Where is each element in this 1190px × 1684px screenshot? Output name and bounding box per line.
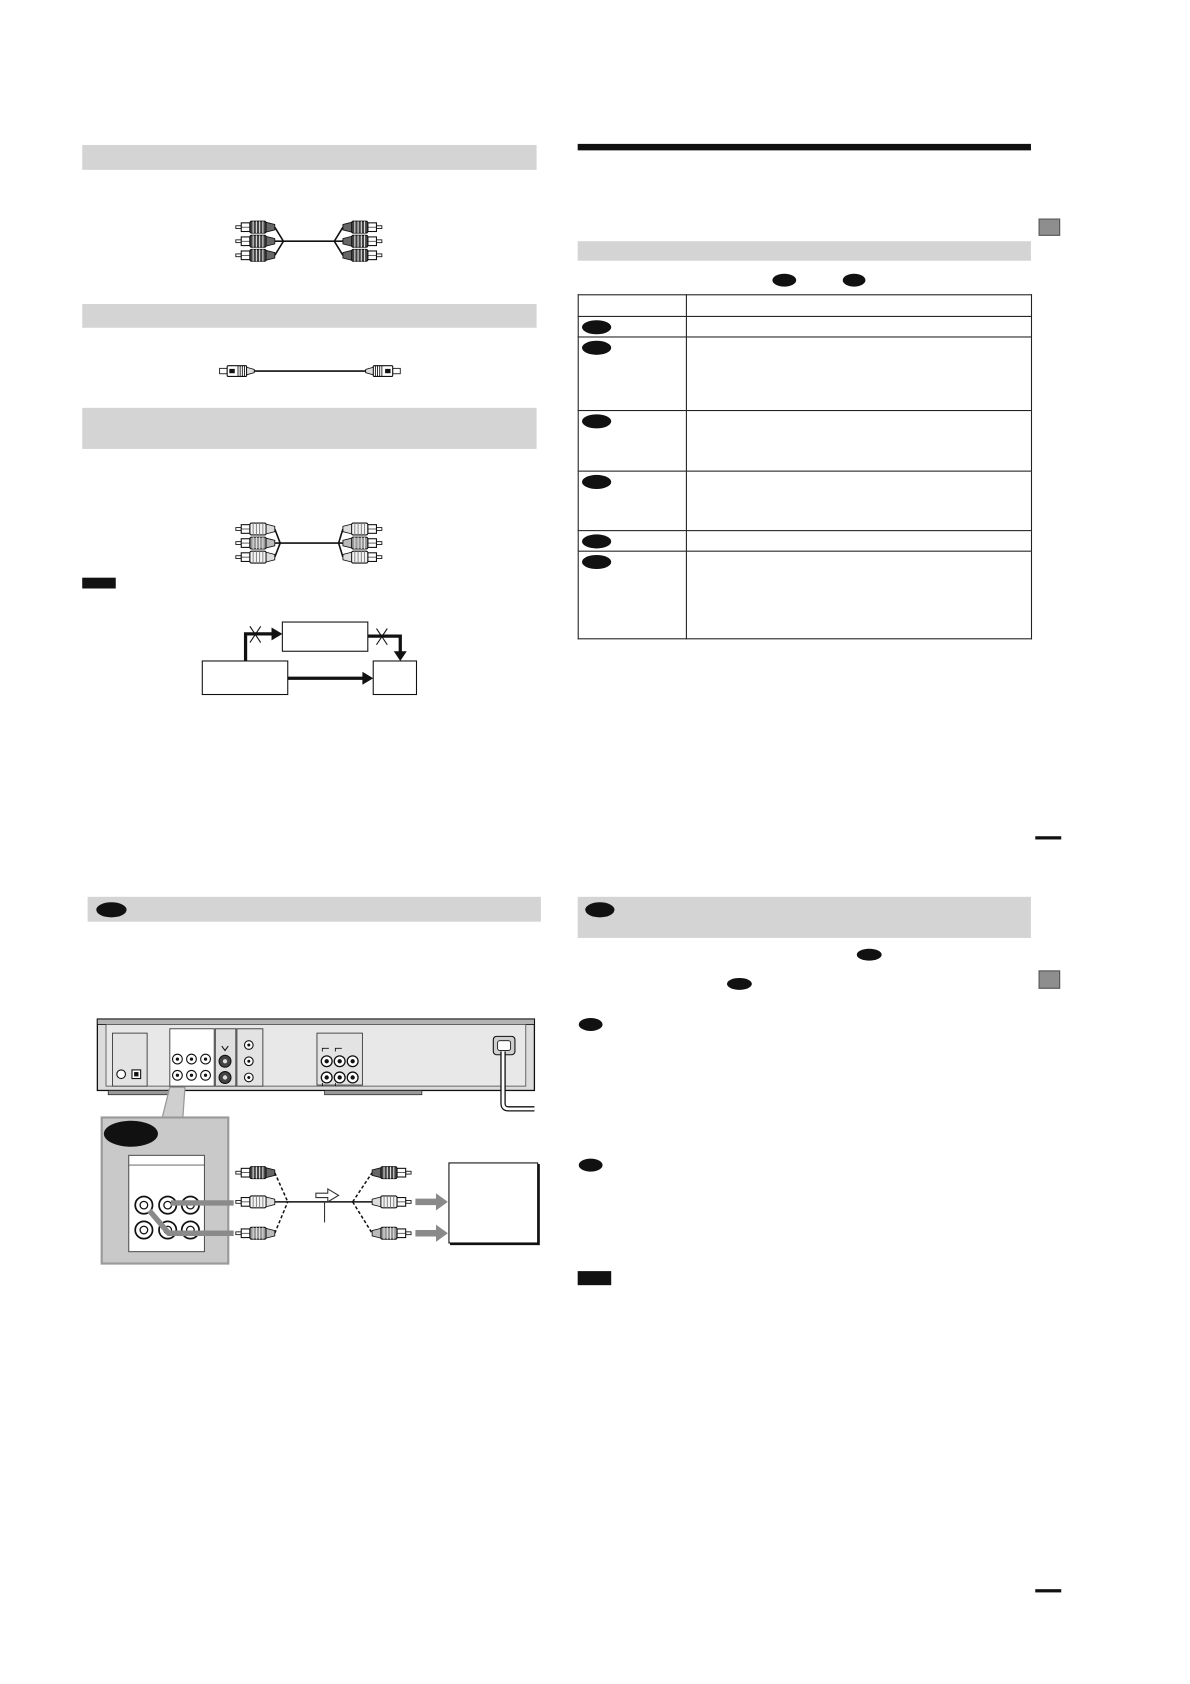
- disc-badge-icon: [772, 274, 796, 287]
- thumb-index-tab: [1039, 219, 1061, 236]
- disc-badge-icon: [582, 341, 611, 355]
- table-cell: [578, 411, 686, 472]
- table-row: [578, 471, 1031, 530]
- table-cell: [686, 531, 1031, 552]
- diagram-box-destination: [373, 661, 416, 695]
- table-cell: [686, 316, 1031, 337]
- disc-badge-icon: [582, 534, 611, 548]
- section-bar-disc-types: [578, 241, 1031, 260]
- rca-plug-icon: [343, 235, 382, 247]
- table-cell: [578, 531, 686, 552]
- section-bar-audio-connection: [578, 897, 1031, 938]
- s-video-plug-icon: [366, 366, 401, 377]
- table-cell: [578, 471, 686, 530]
- signal-direction-arrow-icon: [316, 1189, 339, 1223]
- audio-out-jacks: [317, 1033, 362, 1086]
- table-cell: [686, 551, 1031, 639]
- signal-flow-diagram: [202, 622, 416, 694]
- rca-plug-icon: [236, 1167, 275, 1179]
- section-bar-s-video: [82, 304, 536, 328]
- rca-plug-icon: [236, 1196, 275, 1208]
- disc-badge-icon: [727, 978, 752, 990]
- table-row: [578, 531, 1031, 552]
- disc-badge-icon: [582, 555, 611, 569]
- note-label-icon: [578, 1271, 612, 1285]
- rca-plug-icon: [372, 1196, 411, 1208]
- disc-badge-icon: [579, 1159, 603, 1172]
- power-cord: [503, 1052, 534, 1109]
- rca-plug-icon: [343, 221, 382, 233]
- rca-plug-icon: [236, 551, 275, 563]
- jack-callout: [102, 1087, 234, 1263]
- s-video-cable-icon: [220, 366, 401, 377]
- rca-plug-icon: [236, 1227, 275, 1239]
- rca-plug-icon: [236, 221, 275, 233]
- note-label-icon: [82, 578, 116, 589]
- disc-settings-table: [578, 294, 1032, 639]
- signal-flow-arrows: [415, 1193, 447, 1242]
- table-cell: [686, 337, 1031, 411]
- blocked-path-arrow: [246, 626, 407, 661]
- table-row: [578, 551, 1031, 639]
- table-header-row: [578, 295, 1031, 317]
- table-row: [578, 316, 1031, 337]
- power-inlet-icon: [493, 1036, 515, 1054]
- thumb-index-tab: [1039, 970, 1061, 988]
- section-bar-connection-step: [88, 897, 541, 922]
- audio-video-cable-icon: [236, 523, 382, 563]
- table-header-cell: [578, 295, 686, 317]
- component-video-out-jacks: [170, 1029, 214, 1086]
- disc-badge-icon: [96, 902, 126, 917]
- rca-plug-icon: [372, 1227, 411, 1239]
- disc-badge-icon: [585, 902, 614, 917]
- rca-plug-icon: [343, 537, 382, 549]
- rca-plug-icon: [236, 249, 275, 261]
- chapter-heading-rule: [578, 144, 1031, 150]
- diagram-box-middle: [282, 622, 367, 651]
- continued-marker-rule: [1035, 1589, 1061, 1592]
- rca-plug-icon: [236, 537, 275, 549]
- table-cell: [686, 471, 1031, 530]
- table-row: [578, 337, 1031, 411]
- disc-badge-icon: [843, 274, 866, 287]
- video-out-jacks: [237, 1029, 263, 1086]
- rca-plug-icon: [343, 523, 382, 535]
- disc-badge-icon: [104, 1121, 158, 1147]
- disc-badge-icon: [582, 475, 611, 489]
- continued-marker-rule: [1035, 836, 1061, 839]
- rca-plug-icon: [236, 235, 275, 247]
- rca-plug-icon: [343, 249, 382, 261]
- section-bar-audio-video: [82, 408, 536, 449]
- enlarged-jacks: [135, 1196, 199, 1238]
- disc-badge-icon: [582, 414, 611, 428]
- audio-cable-icon: [236, 1167, 411, 1239]
- table-cell: [686, 411, 1031, 472]
- table-header-cell: [686, 295, 1031, 317]
- digital-out-jacks: [113, 1033, 148, 1086]
- dvd-player-rear-panel-illustration: [97, 1019, 534, 1109]
- component-video-cable-icon: [236, 221, 382, 261]
- rca-plug-icon: [236, 523, 275, 535]
- table-cell: [578, 551, 686, 639]
- section-bar-component-video: [82, 145, 536, 170]
- table-row: [578, 411, 1031, 472]
- disc-badge-icon: [857, 949, 882, 961]
- tv-icon: [449, 1163, 539, 1245]
- diagram-box-source: [202, 661, 287, 695]
- s-video-plug-icon: [220, 366, 255, 377]
- disc-badge-icon: [579, 1018, 603, 1031]
- rca-plug-icon: [343, 551, 382, 563]
- direct-path-arrow: [288, 672, 373, 685]
- s-video-out-jacks: [215, 1029, 236, 1086]
- disc-badge-icon: [582, 320, 611, 334]
- table-cell: [578, 337, 686, 411]
- connection-lines: [149, 1203, 233, 1233]
- table-cell: [578, 316, 686, 337]
- rca-plug-icon: [372, 1167, 411, 1179]
